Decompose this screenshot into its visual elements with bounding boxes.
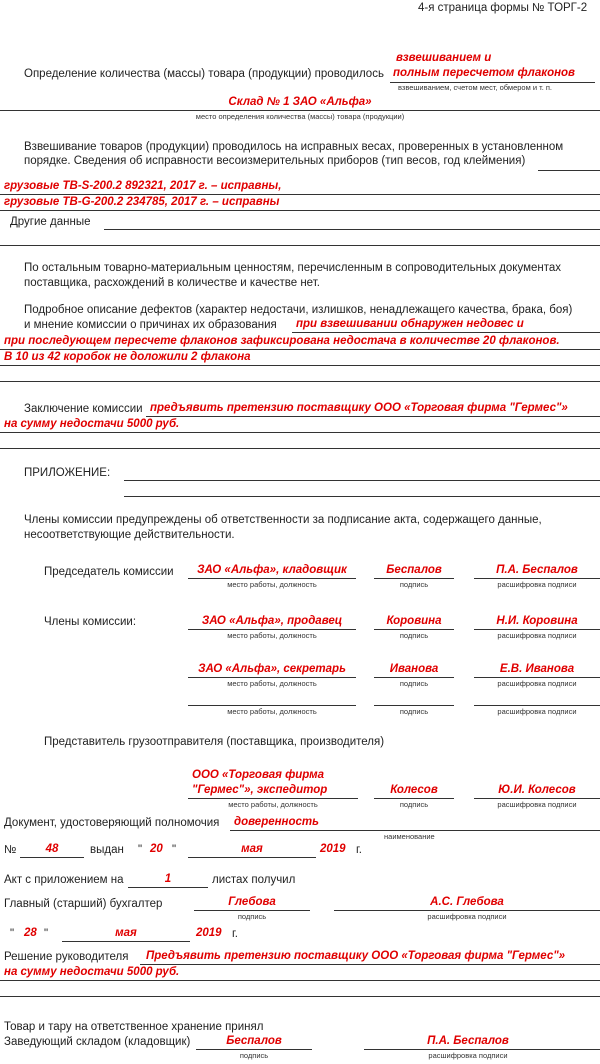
chairman-work-line (188, 578, 356, 579)
credentials-month: мая (241, 843, 263, 855)
accountant-year-suffix: г. (232, 928, 238, 940)
chairman-name-hint: расшифровка подписи (497, 580, 577, 589)
warning-text-2: несоответствующие действительности. (24, 529, 235, 541)
chairman-sign-line (374, 578, 454, 579)
defects-value-2: при последующем пересчете флаконов зафиксирована недостача в количестве 20 флаконов. (4, 335, 560, 347)
conclusion-line-3 (0, 448, 600, 449)
other-data-line-1 (104, 229, 600, 230)
scales-line-0 (538, 170, 600, 171)
credentials-line (230, 830, 600, 831)
credentials-issued: выдан (90, 844, 124, 856)
scales-line-2 (0, 210, 600, 211)
accountant-sign-line (194, 910, 310, 911)
scales-text-1: Взвешивание товаров (продукции) проводилось на исправных весах, проверенных в установленном (24, 141, 564, 153)
remaining-text-2: поставщика, расхождений в количестве и качестве нет. (24, 277, 320, 289)
member-1-name-line (474, 629, 600, 630)
credentials-number-line (20, 857, 84, 858)
member-3-sign-line (374, 705, 454, 706)
storage-name-hint: расшифровка подписи (428, 1051, 508, 1060)
member-1-sign-line (374, 629, 454, 630)
member-1-sign: Коровина (386, 615, 442, 627)
credentials-no-sign: № (4, 844, 17, 856)
credentials-label: Документ, удостоверяющий полномочия (4, 817, 220, 829)
member-1-name-hint: расшифровка подписи (497, 631, 577, 640)
other-data-label: Другие данные (10, 216, 91, 228)
member-1-work-line (188, 629, 356, 630)
scales-line-1 (0, 194, 600, 195)
shipper-label: Представитель грузоотправителя (поставщика, производителя) (44, 736, 385, 748)
credentials-hint: наименование (384, 832, 435, 841)
decision-line-3 (0, 996, 600, 997)
defects-line-3 (0, 365, 600, 366)
quantity-method-hint: взвешиванием, счетом мест, обмером и т. п. (398, 83, 553, 92)
accountant-name-hint: расшифровка подписи (427, 912, 507, 921)
chairman-work: ЗАО «Альфа», кладовщик (197, 564, 347, 576)
shipper-work-1: ООО «Торговая фирма (192, 769, 325, 781)
member-2-name-line (474, 677, 600, 678)
defects-text-1: Подробное описание дефектов (характер недостачи, излишков, ненадлежащего качества, брака, боя) (24, 304, 573, 316)
shipper-name-line (474, 798, 600, 799)
accountant-month-line (62, 941, 190, 942)
quantity-method-value-1: взвешиванием и (396, 52, 492, 64)
shipper-name-hint: расшифровка подписи (497, 800, 577, 809)
place-line (0, 110, 600, 111)
member-2-work-line (188, 677, 356, 678)
accountant-quote-open: " (10, 928, 15, 940)
shipper-sign-hint: подпись (399, 800, 429, 809)
shipper-work-line (188, 798, 358, 799)
storage-sign: Беспалов (226, 1035, 282, 1047)
storage-sign-line (196, 1049, 312, 1050)
member-1-sign-hint: подпись (399, 631, 429, 640)
credentials-year-suffix: г. (356, 844, 362, 856)
storage-sign-hint: подпись (239, 1051, 269, 1060)
accountant-quote-close: " (44, 928, 49, 940)
page-title: 4-я страница формы № ТОРГ-2 (418, 2, 588, 14)
conclusion-line-2 (0, 432, 600, 433)
chairman-work-hint: место работы, должность (227, 580, 317, 589)
shipper-sign-line (374, 798, 454, 799)
chairman-name-line (474, 578, 600, 579)
quantity-method-value-2: полным пересчетом флаконов (393, 67, 576, 79)
member-2-name: Е.В. Иванова (499, 663, 575, 675)
quantity-label: Определение количества (массы) товара (продукции) проводилось (24, 68, 384, 80)
decision-line-2 (0, 980, 600, 981)
defects-text-2: и мнение комиссии о причинах их образования (24, 319, 277, 331)
warning-text-1: Члены комиссии предупреждены об ответственности за подписание акта, содержащего данные, (24, 514, 542, 526)
chairman-sign: Беспалов (386, 564, 442, 576)
credentials-value: доверенность (234, 816, 319, 828)
accountant-year: 2019 (196, 927, 222, 939)
scales-text-2: порядке. Сведения об исправности весоизмерительных приборов (тип весов, год клеймения) (24, 155, 526, 167)
accountant-name-line (334, 910, 600, 911)
chairman-sign-hint: подпись (399, 580, 429, 589)
decision-value-2: на сумму недостачи 5000 руб. (4, 966, 180, 978)
member-3-work-hint: место работы, должность (227, 707, 317, 716)
credentials-year: 2019 (320, 843, 346, 855)
storage-name-line (364, 1049, 600, 1050)
accountant-sign-hint: подпись (237, 912, 267, 921)
chairman-name: П.А. Беспалов (496, 564, 578, 576)
member-3-sign-hint: подпись (399, 707, 429, 716)
act-label: Акт с приложением на (4, 874, 124, 886)
decision-line-1 (140, 964, 600, 965)
member-2-work: ЗАО «Альфа», секретарь (198, 663, 346, 675)
act-sheets: 1 (164, 873, 172, 885)
member-2-name-hint: расшифровка подписи (497, 679, 577, 688)
credentials-quote-close: " (172, 844, 177, 856)
shipper-name: Ю.И. Колесов (498, 784, 576, 796)
conclusion-line-1 (146, 416, 600, 417)
defects-line-2 (0, 349, 600, 350)
act-sheets-line (128, 887, 208, 888)
member-2-sign: Иванова (389, 663, 439, 675)
member-2-sign-line (374, 677, 454, 678)
place-value: Склад № 1 ЗАО «Альфа» (228, 96, 372, 108)
conclusion-value-1: предъявить претензию поставщику ООО «Торговая фирма "Гермес"» (150, 402, 568, 414)
remaining-text-1: По остальным товарно-материальным ценностям, перечисленным в сопроводительных документах (24, 262, 562, 274)
credentials-month-line (188, 857, 316, 858)
member-1-work: ЗАО «Альфа», продавец (201, 615, 343, 627)
accountant-month: мая (115, 927, 137, 939)
member-3-work-line (188, 705, 356, 706)
place-hint: место определения количества (массы) товара (продукции) (195, 112, 405, 121)
member-1-work-hint: место работы, должность (227, 631, 317, 640)
accountant-sign: Глебова (228, 896, 276, 908)
conclusion-value-2: на сумму недостачи 5000 руб. (4, 418, 180, 430)
other-data-line-2 (0, 245, 600, 246)
accountant-day: 28 (24, 927, 37, 939)
decision-value-1: Предъявить претензию поставщику ООО «Торговая фирма "Гермес"» (146, 950, 566, 962)
chairman-label: Председатель комиссии (44, 566, 174, 578)
scales-entry-1: грузовые TB-S-200.2 892321, 2017 г. – исправны, (4, 180, 282, 192)
storage-text-1: Товар и тару на ответственное хранение принял (4, 1021, 264, 1033)
decision-label: Решение руководителя (4, 951, 129, 963)
attachment-line-1 (124, 480, 600, 481)
member-3-name-hint: расшифровка подписи (497, 707, 577, 716)
storage-name: П.А. Беспалов (427, 1035, 509, 1047)
shipper-work-2: "Гермес"», экспедитор (192, 784, 328, 796)
credentials-day: 20 (150, 843, 163, 855)
defects-value-1: при взвешивании обнаружен недовес и (296, 318, 524, 330)
accountant-name: А.С. Глебова (430, 896, 504, 908)
shipper-work-hint: место работы, должность (228, 800, 318, 809)
act-suffix: листах получил (212, 874, 296, 886)
member-2-work-hint: место работы, должность (227, 679, 317, 688)
credentials-quote-open: " (138, 844, 143, 856)
member-2-sign-hint: подпись (399, 679, 429, 688)
members-label: Члены комиссии: (44, 616, 137, 628)
defects-value-3: В 10 из 42 коробок не доложили 2 флакона (4, 351, 251, 363)
member-1-name: Н.И. Коровина (496, 615, 578, 627)
storage-text-2: Заведующий складом (кладовщик) (4, 1036, 191, 1048)
attachment-line-2 (124, 496, 600, 497)
shipper-sign: Колесов (390, 784, 438, 796)
attachment-label: ПРИЛОЖЕНИЕ: (24, 467, 111, 479)
conclusion-label: Заключение комиссии (24, 403, 143, 415)
accountant-label: Главный (старший) бухгалтер (4, 898, 163, 910)
scales-entry-2: грузовые TB-G-200.2 234785, 2017 г. – исправны (4, 196, 280, 208)
credentials-number: 48 (45, 843, 59, 855)
defects-line-4 (0, 381, 600, 382)
defects-line-1 (292, 332, 600, 333)
member-3-name-line (474, 705, 600, 706)
